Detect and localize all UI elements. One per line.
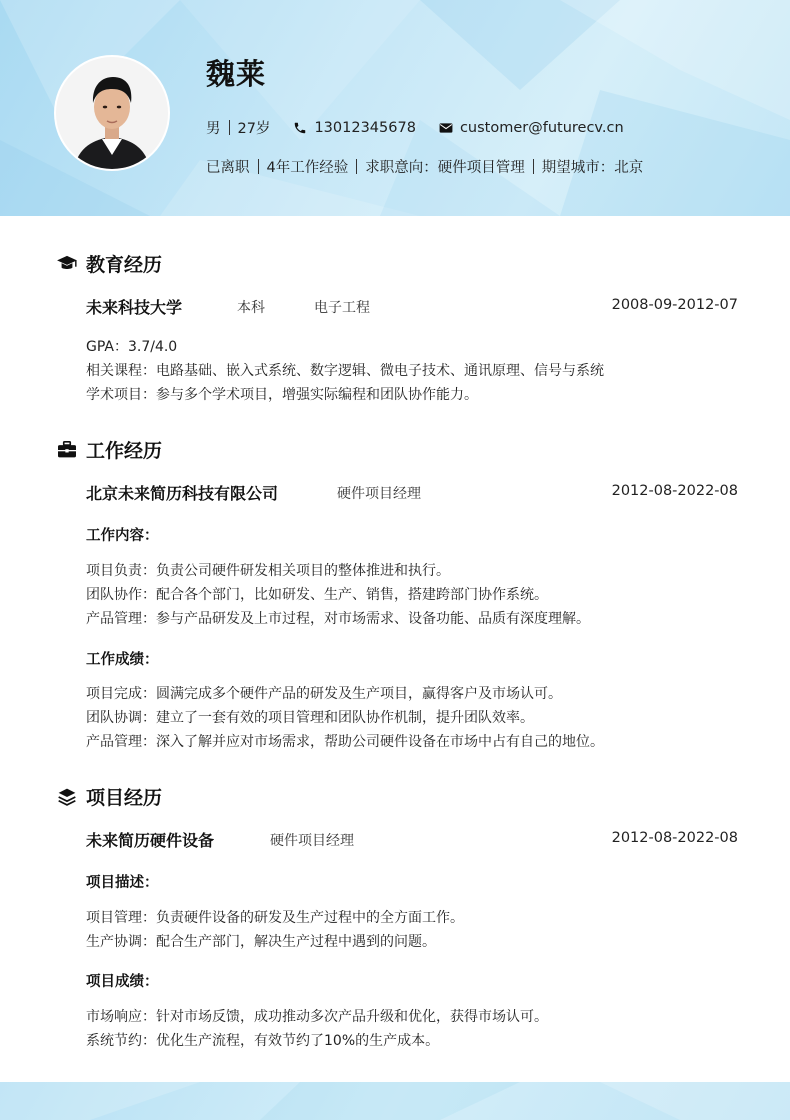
candidate-name: 魏莱 <box>206 57 267 91</box>
project-result-line: 系统节约：优化生产流程，有效节约了10%的生产成本。 <box>86 1033 440 1049</box>
avatar-photo <box>56 57 168 169</box>
footer-banner <box>0 1082 790 1120</box>
project-desc-line: 生产协调：配合生产部门，解决生产过程中遇到的问题。 <box>86 934 436 950</box>
education-header <box>86 295 738 319</box>
divider <box>533 159 534 174</box>
company-name: 北京未来简历科技有限公司 <box>86 484 279 503</box>
education-date: 2008-09-2012-07 <box>611 297 738 313</box>
education-line: 学术项目：参与多个学术项目，增强实际编程和团队协作能力。 <box>86 387 478 403</box>
divider <box>258 159 259 174</box>
layers-icon <box>56 786 78 808</box>
project-result-line: 市场响应：针对市场反馈，成功推动多次产品升级和优化，获得市场认可。 <box>86 1009 548 1025</box>
project-result-title: 项目成绩： <box>86 974 159 990</box>
avatar <box>56 57 168 169</box>
work-content-title: 工作内容： <box>86 528 159 544</box>
work-achievement-line: 产品管理：深入了解并应对市场需求，帮助公司硬件设备在市场中占有自己的地位。 <box>86 734 604 750</box>
work-content-line: 项目负责：负责公司硬件研发相关项目的整体推进和执行。 <box>86 563 450 579</box>
work-achievement-line: 团队协调：建立了一套有效的项目管理和团队协作机制，提升团队效率。 <box>86 710 534 726</box>
work-achievement-line: 项目完成：圆满完成多个硬件产品的研发及生产项目，赢得客户及市场认可。 <box>86 686 562 702</box>
age: 27岁 <box>237 121 271 137</box>
basic-info-row <box>206 117 624 138</box>
job-intention: 求职意向：硬件项目管理 <box>365 160 525 176</box>
divider <box>356 159 357 174</box>
work-content-line: 团队协作：配合各个部门，比如研发、生产、销售，搭建跨部门协作系统。 <box>86 587 548 603</box>
briefcase-icon <box>56 439 78 461</box>
work-content-line: 产品管理：参与产品研发及上市过程，对市场需求、设备功能、品质有深度理解。 <box>86 611 590 627</box>
project-section-title: 项目经历 <box>56 783 162 810</box>
education-section-title: 教育经历 <box>56 250 162 277</box>
graduation-cap-icon <box>56 253 78 275</box>
phone-icon <box>292 120 308 136</box>
school-name: 未来科技大学 <box>86 298 183 317</box>
major: 电子工程 <box>314 300 370 316</box>
gender: 男 <box>206 121 221 137</box>
envelope-icon <box>438 120 454 136</box>
project-name: 未来简历硬件设备 <box>86 831 215 850</box>
education-line: GPA：3.7/4.0 <box>86 339 178 355</box>
work-date: 2012-08-2022-08 <box>611 483 738 499</box>
project-header <box>86 828 738 852</box>
phone-number[interactable]: 13012345678 <box>314 119 416 136</box>
header-banner <box>0 0 790 216</box>
email-address[interactable]: customer@futurecv.cn <box>459 119 624 136</box>
footer-background <box>0 1082 790 1120</box>
work-header <box>86 481 738 505</box>
education-line: 相关课程：电路基础、嵌入式系统、数字逻辑、微电子技术、通讯原理、信号与系统 <box>86 363 604 379</box>
job-status: 已离职 <box>206 160 250 176</box>
project-role: 硬件项目经理 <box>270 833 354 849</box>
divider <box>229 120 230 135</box>
job-info-row <box>206 156 643 177</box>
expected-city: 期望城市：北京 <box>541 160 644 176</box>
work-section-title: 工作经历 <box>56 436 162 463</box>
project-date: 2012-08-2022-08 <box>611 830 738 846</box>
project-desc-title: 项目描述： <box>86 875 159 891</box>
project-desc-line: 项目管理：负责硬件设备的研发及生产过程中的全方面工作。 <box>86 910 464 926</box>
work-years: 4年工作经验 <box>266 160 349 176</box>
job-position: 硬件项目经理 <box>337 486 421 502</box>
work-achievement-title: 工作成绩： <box>86 652 159 668</box>
degree: 本科 <box>237 300 265 316</box>
